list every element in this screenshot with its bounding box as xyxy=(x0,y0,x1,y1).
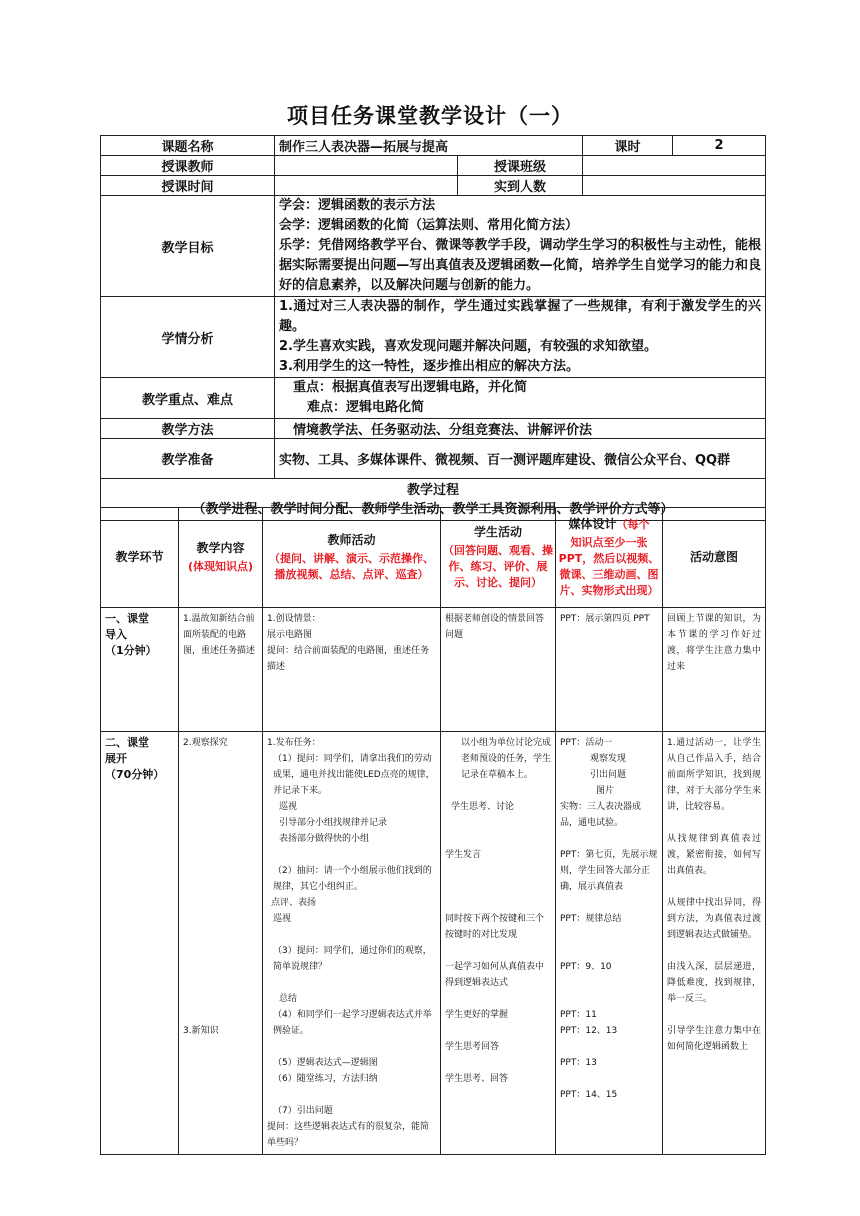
analysis-label: 学情分析 xyxy=(101,297,275,378)
header-media-sub: 知识点至少一张PPT，然后以视频、微课、三维动画、图片、实物形式出现） xyxy=(558,536,660,597)
methods-label: 教学方法 xyxy=(101,419,275,439)
row1-media: PPT：展示第四页 PPT xyxy=(556,608,663,732)
teacher-line: （5）逻辑表达式—逻辑图 xyxy=(273,1058,378,1068)
media-line: 引出问题 xyxy=(590,770,627,780)
header-student xyxy=(441,508,556,608)
teacher-label: 授课教师 xyxy=(101,156,275,176)
stage-line: 导入 xyxy=(105,628,127,641)
intent-line: 从找规律到真值表过渡，紧密衔接，如何写出真值表。 xyxy=(667,834,761,876)
intent-line: 从规律中找出异同，得到方法，为真值表过渡到逻辑表达式做铺垫。 xyxy=(667,898,761,940)
teacher-line: （6）随堂练习，方法归纳 xyxy=(273,1074,378,1084)
goal-line: 学会：逻辑函数的表示方法 xyxy=(279,198,436,213)
period-label: 课时 xyxy=(583,136,673,156)
goal-line: 会学：逻辑函数的化简（运算法则、常用化简方法） xyxy=(279,218,579,233)
key-points-content xyxy=(275,378,766,419)
teacher-line: （2）抽问：请一个小组展示他们找到的规律，其它小组纠正。 xyxy=(273,866,432,892)
page-title: 项目任务课堂教学设计（一） xyxy=(287,104,573,128)
analysis-line: 2.学生喜欢实践，喜欢发现问题并解决问题，有较强的求知欲望。 xyxy=(279,339,657,354)
course-name: 制作三人表决器—拓展与提高 xyxy=(275,136,583,156)
row1-intent: 回顾上节课的知识，为本节课的学习作好过渡，将学生注意力集中过来 xyxy=(663,608,766,732)
teacher-line: 表扬部分做得快的小组 xyxy=(279,834,370,844)
header-content xyxy=(179,508,263,608)
content-observe: 2.观察探究 xyxy=(183,738,228,748)
prep-content: 实物、工具、多媒体课件、微视频、百一测评题库建设、微信公众平台、QQ群 xyxy=(275,439,766,479)
content-new-knowledge: 3.新知识 xyxy=(183,1026,219,1036)
student-line: 同时按下两个按键和三个按键时的对比发现 xyxy=(445,914,545,940)
teacher-line: 提问：结合前面装配的电路图，重述任务描述 xyxy=(267,646,430,672)
media-line: PPT：第七页，先展示规则，学生回答大部分正确，展示真值表 xyxy=(560,850,658,892)
student-line: 学生思考回答 xyxy=(445,1042,500,1052)
header-student-title: 学生活动 xyxy=(473,525,522,539)
intent-line: 引导学生注意力集中在如何简化逻辑函数上 xyxy=(667,1026,761,1052)
time-value xyxy=(275,176,458,196)
stage-line: 展开 xyxy=(105,752,127,765)
teacher-line: 1.发布任务： xyxy=(267,738,321,748)
stage-line: 一、课堂 xyxy=(105,612,149,625)
header-teacher xyxy=(263,508,441,608)
course-name-label: 课题名称 xyxy=(101,136,275,156)
attendance-value xyxy=(583,176,766,196)
row2-media xyxy=(556,732,663,1155)
media-line: PPT：14、15 xyxy=(560,1090,618,1100)
row1-stage xyxy=(101,608,179,732)
row2-student xyxy=(441,732,556,1155)
analysis-line: 3.利用学生的这一特性，逐步推出相应的解决方法。 xyxy=(279,359,579,374)
media-line: PPT：规律总结 xyxy=(560,914,622,924)
stage-line: （1分钟） xyxy=(105,644,157,657)
student-line: 学生思考、讨论 xyxy=(451,802,515,812)
media-line: PPT：11 xyxy=(560,1010,597,1020)
media-line: 实物：三人表决器成品，通电试验。 xyxy=(560,802,642,828)
header-intent: 活动意图 xyxy=(663,508,766,608)
stage-line: 二、课堂 xyxy=(105,736,149,749)
student-line: 一起学习如何从真值表中得到逻辑表达式 xyxy=(445,962,545,988)
student-line: 学生发言 xyxy=(445,850,482,860)
key-points-label: 教学重点、难点 xyxy=(101,378,275,419)
intent-line: 1.通过活动一，让学生从自己作品入手，结合前面所学知识，找到规律，对于大部分学生来讲，比较容易。 xyxy=(667,738,761,812)
info-table xyxy=(100,135,766,521)
header-teacher-title: 教师活动 xyxy=(327,533,376,547)
media-line: PPT：13 xyxy=(560,1058,597,1068)
header-media-title: 媒体设计 xyxy=(568,517,617,531)
analysis-line: 1.通过对三人表决器的制作，学生通过实践掌握了一些规律，有利于激发学生的兴趣。 xyxy=(279,299,762,334)
header-media xyxy=(556,508,663,608)
time-label: 授课时间 xyxy=(101,176,275,196)
goal-line: 乐学：凭借网络教学平台、微课等教学手段，调动学生学习的积极性与主动性，能根据实际需要提出问题—写出真值表及逻辑函数—化简，培养学生自觉学习的能力和良好的信息素养，以及解决问题与创新的能力。 xyxy=(279,238,762,293)
media-line: PPT：9、10 xyxy=(560,962,612,972)
row2-content xyxy=(179,732,263,1155)
teacher-line: 总结 xyxy=(279,994,298,1004)
teacher-line: 巡视 xyxy=(273,914,292,924)
media-line: PPT：活动一 xyxy=(560,738,613,748)
teacher-line: （4）和同学们一起学习逻辑表达式并举例验证。 xyxy=(273,1010,432,1036)
header-student-sub: （回答问题、观看、操作、练习、评价、展示、讨论、提问） xyxy=(443,544,553,589)
teacher-line: （7）引出问题 xyxy=(273,1106,333,1116)
goals-content xyxy=(275,196,766,297)
header-teacher-sub: （提问、讲解、演示、示范操作、播放视频、总结、点评、巡查） xyxy=(269,552,434,581)
class-value xyxy=(583,156,766,176)
process-subtitle: （教学进程、教学时间分配、教师学生活动、教学工具资源利用、教学评价方式等） xyxy=(192,501,674,517)
header-content-title: 教学内容 xyxy=(196,541,245,555)
teacher-line: 1.创设情景： xyxy=(267,614,321,624)
media-line: PPT：12、13 xyxy=(560,1026,618,1036)
row1-student: 根据老师创设的情景回答问题 xyxy=(441,608,556,732)
media-line: 图片 xyxy=(596,786,615,796)
media-line: 观察发现 xyxy=(590,754,627,764)
student-line: 学生思考、回答 xyxy=(445,1074,509,1084)
teacher-line: 引导部分小组找规律并记录 xyxy=(279,818,388,828)
teacher-line: 展示电路图 xyxy=(267,630,313,640)
process-table xyxy=(100,507,766,1155)
stage-line: （70分钟） xyxy=(105,768,165,781)
row1-teacher xyxy=(263,608,441,732)
key-point-line: 难点：逻辑电路化简 xyxy=(307,400,425,415)
process-title: 教学过程 xyxy=(407,482,460,498)
attendance-label: 实到人数 xyxy=(458,176,583,196)
teacher-line: 巡视 xyxy=(279,802,298,812)
header-stage: 教学环节 xyxy=(101,508,179,608)
teacher-line: 点评、表扬 xyxy=(271,898,317,908)
header-content-sub: (体现知识点) xyxy=(187,560,254,573)
teacher-line: （1）提问：同学们，请拿出我们的劳动成果，通电并找出能使LED点亮的规律，并记录下来。 xyxy=(273,754,435,796)
period-value: 2 xyxy=(673,136,766,156)
goals-label: 教学目标 xyxy=(101,196,275,297)
row2-teacher xyxy=(263,732,441,1155)
row2-stage xyxy=(101,732,179,1155)
header-media-sub-inline: （每个 xyxy=(616,518,650,531)
row1-content: 1.温故知新结合前面所装配的电路图，重述任务描述 xyxy=(179,608,263,732)
row2-intent xyxy=(663,732,766,1155)
key-point-line: 重点：根据真值表写出逻辑电路，并化简 xyxy=(293,380,528,395)
student-line: 以小组为单位讨论完成老师预设的任务，学生记录在草稿本上。 xyxy=(461,738,552,780)
intent-line: 由浅入深，层层递进，降低难度，找到规律，举一反三。 xyxy=(667,962,761,1004)
prep-label: 教学准备 xyxy=(101,439,275,479)
class-label: 授课班级 xyxy=(458,156,583,176)
methods-content: 情境教学法、任务驱动法、分组竞赛法、讲解评价法 xyxy=(275,419,766,439)
teacher-value xyxy=(275,156,458,176)
teacher-line: 提问：这些逻辑表达式有的很复杂，能简单些吗？ xyxy=(267,1122,430,1148)
analysis-content xyxy=(275,297,766,378)
student-line: 学生更好的掌握 xyxy=(445,1010,509,1020)
teacher-line: （3）提问：同学们，通过你们的观察，简单说规律？ xyxy=(273,946,432,972)
